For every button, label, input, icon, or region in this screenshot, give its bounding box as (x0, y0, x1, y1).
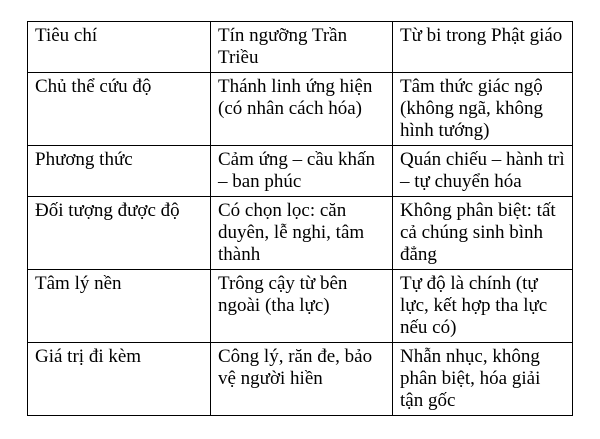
cell-buddhist-compassion: Nhẫn nhục, không phân biệt, hóa giải tận gốc (393, 343, 573, 416)
cell-buddhist-compassion: Quán chiếu – hành trì – tự chuyển hóa (393, 146, 573, 197)
header-tran-belief: Tín ngưỡng Trần Triều (211, 22, 393, 73)
cell-buddhist-compassion: Tự độ là chính (tự lực, kết hợp tha lực nếu có) (393, 270, 573, 343)
table-row (28, 270, 573, 343)
cell-criterion: Phương thức (28, 146, 211, 197)
cell-criterion: Giá trị đi kèm (28, 343, 211, 416)
cell-criterion: Tâm lý nền (28, 270, 211, 343)
cell-tran-belief: Có chọn lọc: căn duyên, lễ nghi, tâm thành (211, 197, 393, 270)
cell-buddhist-compassion: Không phân biệt: tất cả chúng sinh bình đẳng (393, 197, 573, 270)
table-row (28, 73, 573, 146)
cell-criterion: Đối tượng được độ (28, 197, 211, 270)
cell-tran-belief: Thánh linh ứng hiện (có nhân cách hóa) (211, 73, 393, 146)
cell-tran-belief: Trông cậy từ bên ngoài (tha lực) (211, 270, 393, 343)
table-row (28, 343, 573, 416)
header-criterion: Tiêu chí (28, 22, 211, 73)
cell-tran-belief: Cảm ứng – cầu khấn – ban phúc (211, 146, 393, 197)
cell-criterion: Chủ thể cứu độ (28, 73, 211, 146)
comparison-table (27, 21, 573, 416)
table-row (28, 197, 573, 270)
header-buddhist-compassion: Từ bi trong Phật giáo (393, 22, 573, 73)
cell-tran-belief: Công lý, răn đe, bảo vệ người hiền (211, 343, 393, 416)
table-header-row (28, 22, 573, 73)
cell-buddhist-compassion: Tâm thức giác ngộ (không ngã, không hình tướng) (393, 73, 573, 146)
table-row (28, 146, 573, 197)
